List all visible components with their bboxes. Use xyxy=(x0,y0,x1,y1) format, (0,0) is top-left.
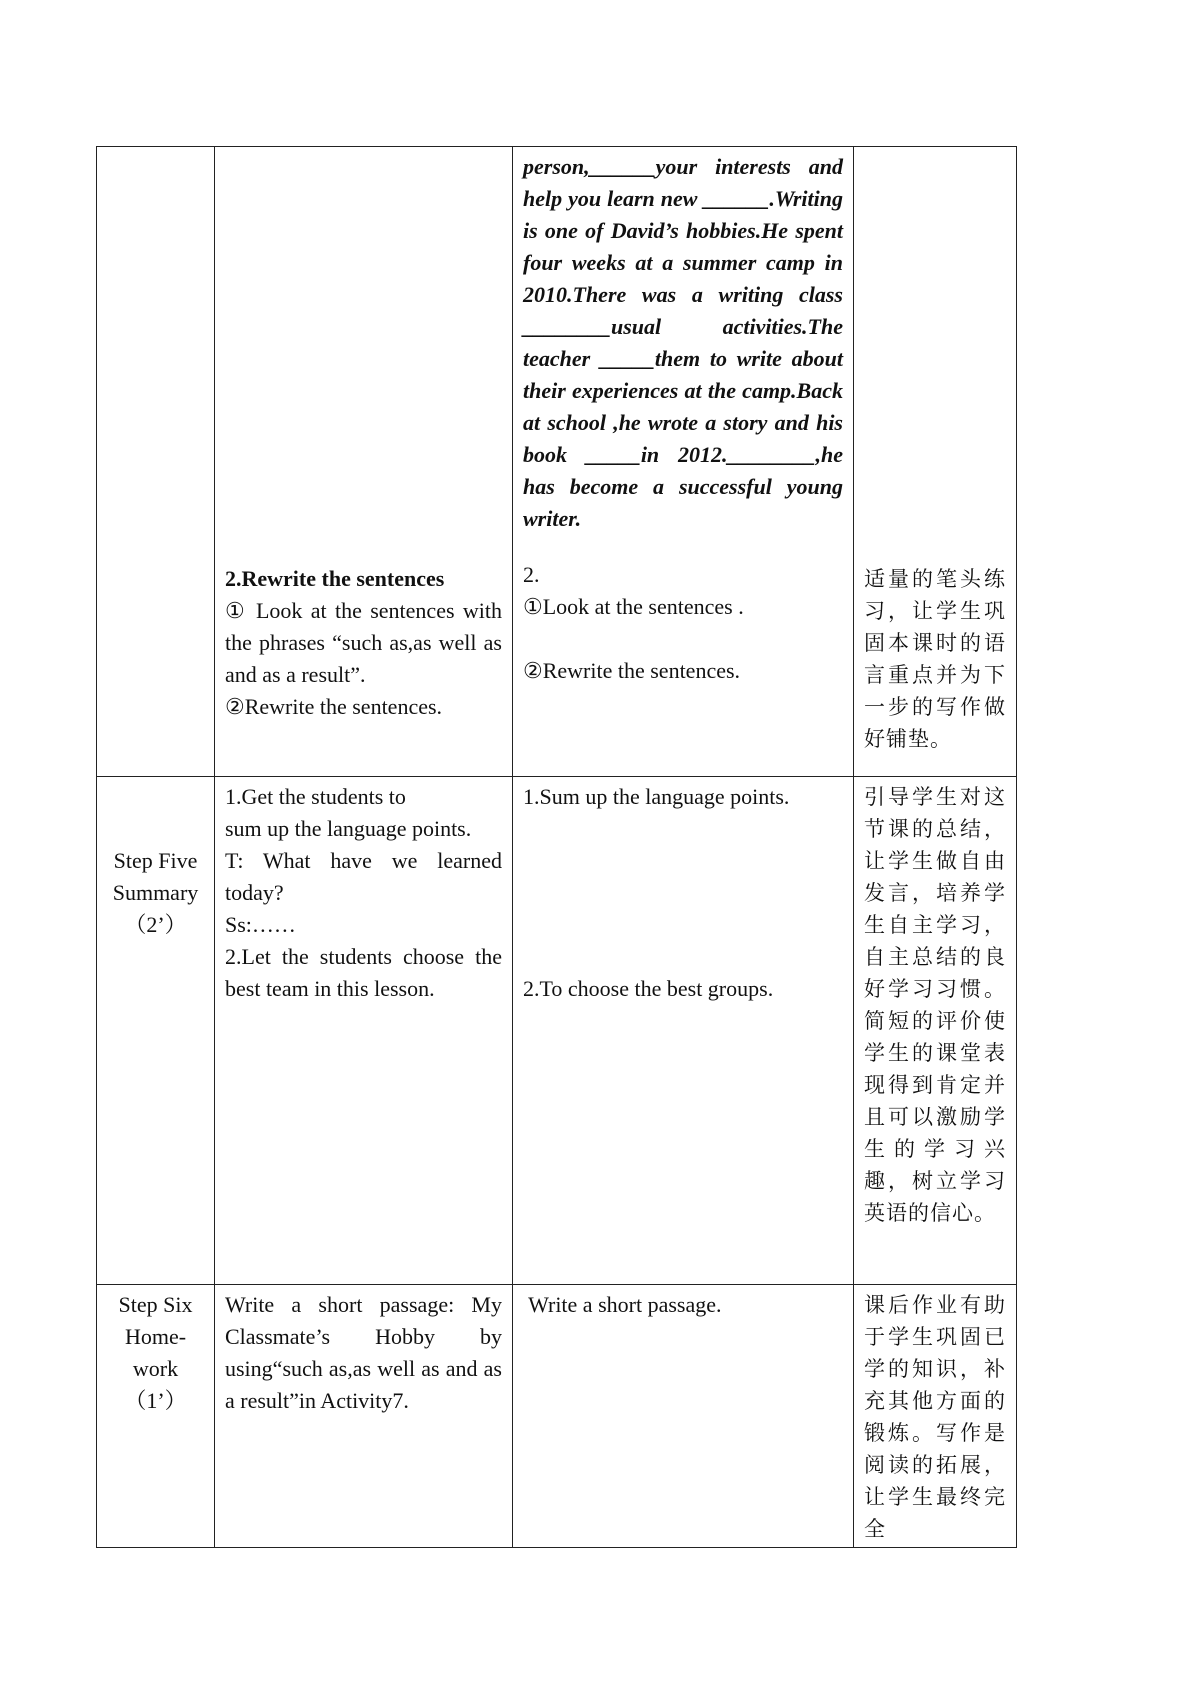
table-row xyxy=(97,1285,1017,1548)
student-homework: Write a short passage. xyxy=(523,1292,722,1317)
student-activity-cell xyxy=(513,777,854,1285)
step-time: （2’） xyxy=(124,912,187,937)
student-activity-cell xyxy=(513,147,854,777)
purpose-cell xyxy=(854,1285,1017,1548)
step-cell xyxy=(97,1285,215,1548)
step-name: Summary xyxy=(112,880,199,905)
rewrite-heading: 2.Rewrite the sentences xyxy=(225,566,445,591)
step-cell xyxy=(97,147,215,777)
teacher-activity-cell xyxy=(215,777,513,1285)
step-name-b: work xyxy=(132,1356,179,1381)
purpose-text: 课后作业有助于学生巩固已学的知识，补充其他方面的锻炼。写作是阅读的拓展，让学生最终完全 xyxy=(864,1293,1006,1541)
teacher-question: T: What have we learned today? xyxy=(225,848,502,905)
table-row xyxy=(97,777,1017,1285)
teacher-step-1b: sum up the language points. xyxy=(225,816,472,841)
student-number: 2. xyxy=(523,562,540,587)
teacher-step-2: 2.Let the students choose the best team in this lesson. xyxy=(225,944,502,1001)
cloze-passage: person,______your interests and help you learn new ______.Writing is one of David’s hobbies.He spent four weeks at a summer camp in 2010.There was a writing class ________usual activities.The teacher _____them to write about their experiences at the camp.Back at school ,he wrote a story and his book _____in 2012.________,he has become a successful young writer. xyxy=(523,154,843,531)
teacher-activity-cell xyxy=(215,147,513,777)
teacher-step-1: ① Look at the sentences with the phrases “such as,as well as and as a result”. xyxy=(225,598,502,687)
student-activity-cell xyxy=(513,1285,854,1548)
teacher-step-2: ②Rewrite the sentences. xyxy=(225,694,443,719)
step-label: Step Six xyxy=(118,1292,193,1317)
teacher-homework: Write a short passage: My Classmate’s Hobby by using“such as,as well as and as a result”in Activity7. xyxy=(225,1292,502,1413)
step-name-a: Home- xyxy=(124,1324,187,1349)
table-row xyxy=(97,147,1017,777)
step-cell xyxy=(97,777,215,1285)
step-label: Step Five xyxy=(113,848,198,873)
teacher-activity-cell xyxy=(215,1285,513,1548)
student-step-1: ①Look at the sentences . xyxy=(523,594,744,619)
purpose-text: 引导学生对这节课的总结，让学生做自由发言，培养学生自主学习，自主总结的良好学习习惯。简短的评价使学生的课堂表现得到肯定并且可以激励学生的学习兴趣，树立学习英语的信心。 xyxy=(864,785,1006,1225)
student-step-2: 2.To choose the best groups. xyxy=(523,976,774,1001)
teacher-step-1a: 1.Get the students to xyxy=(225,784,406,809)
student-step-2: ②Rewrite the sentences. xyxy=(523,658,741,683)
step-time: （1’） xyxy=(124,1388,187,1413)
lesson-plan-table xyxy=(96,146,1017,1548)
purpose-cell xyxy=(854,777,1017,1285)
purpose-text: 适量的笔头练习，让学生巩固本课时的语言重点并为下一步的写作做好铺垫。 xyxy=(864,567,1006,751)
purpose-cell xyxy=(854,147,1017,777)
students-answer: Ss:…… xyxy=(225,912,296,937)
student-step-1: 1.Sum up the language points. xyxy=(523,784,790,809)
